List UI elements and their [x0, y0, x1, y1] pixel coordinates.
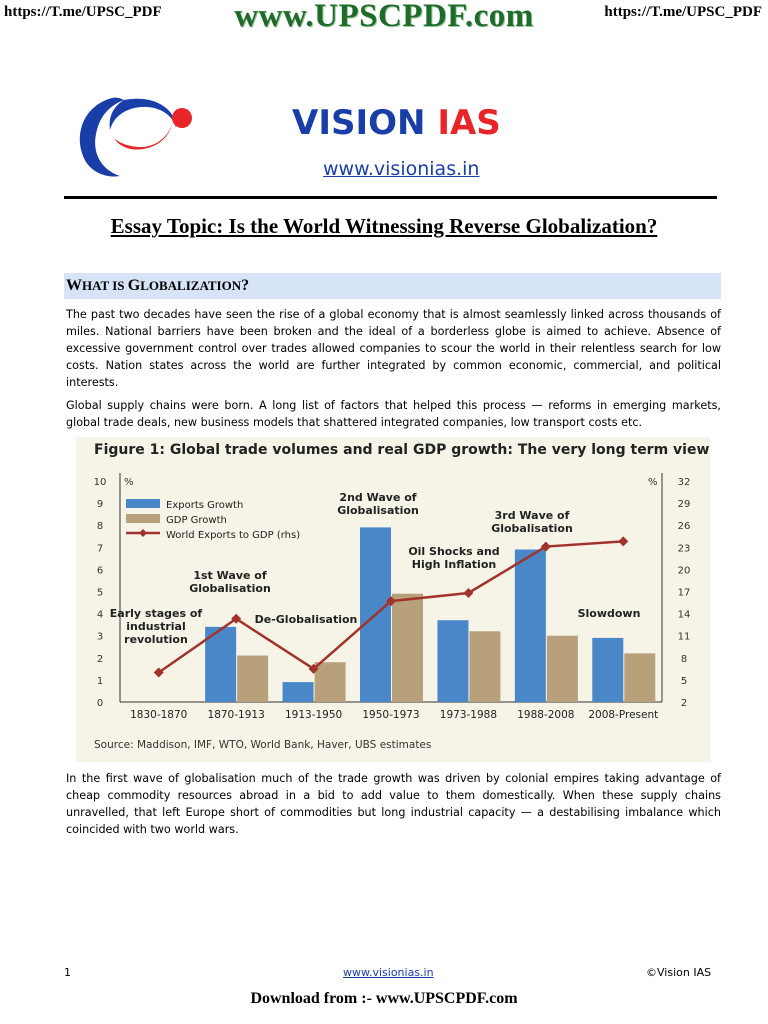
chart-annotation	[578, 607, 641, 620]
y-tick-left: 8	[96, 521, 104, 533]
bar-gdp-growth	[315, 662, 346, 702]
x-tick-label: 2008-Present	[588, 709, 659, 721]
section-title-initial: W	[66, 277, 82, 294]
y-tick-right: 23	[677, 543, 691, 555]
x-tick-label: 1913-1950	[284, 709, 343, 721]
y-tick-left: 7	[96, 543, 104, 555]
y-tick-left: 4	[96, 609, 104, 621]
y-tick-left: 3	[96, 631, 104, 643]
bar-gdp-growth	[469, 631, 500, 702]
brand-name	[292, 103, 501, 143]
footer-url-link[interactable]: www.visionias.in	[343, 966, 434, 979]
chart-annotation-line: High Inflation	[411, 558, 497, 571]
chart-annotation	[255, 613, 358, 626]
bar-exports-growth	[515, 550, 546, 702]
chart-annotation	[337, 491, 419, 517]
chart-annotation	[189, 569, 271, 595]
chart-annotation-line: Oil Shocks and	[408, 545, 500, 558]
paragraph-1: The past two decades have seen the rise of a global economy that is almost seamlessly linked across thousands of miles. National barriers have been broken and the ideal of a borderless globe is aimed to achieve. Absence of excessive government control over trades allowed companies to scour the world in their relentless search for low costs. Nation states across the world are further integrated by common economic, commercial, and political interests.	[66, 308, 721, 389]
x-tick-label: 1973-1988	[439, 709, 498, 721]
chart-annotation-line: 3rd Wave of	[494, 509, 570, 522]
chart-annotation-line: De-Globalisation	[254, 613, 358, 626]
y-tick-right: 29	[677, 499, 691, 511]
section-title-initial-2: G	[127, 277, 141, 294]
y-tick-right: 5	[680, 675, 688, 687]
y-tick-left: 5	[96, 587, 104, 599]
x-tick-label: 1870-1913	[207, 709, 265, 721]
chart-annotation	[408, 545, 499, 571]
y-tick-left: 9	[96, 499, 104, 511]
page-number: 1	[64, 966, 71, 979]
bar-gdp-growth	[392, 594, 423, 702]
section-title-rest: HAT IS	[82, 278, 128, 293]
chart-annotation-line: 1st Wave of	[193, 569, 267, 582]
bar-exports-growth	[437, 620, 468, 702]
chart-annotation-line: revolution	[124, 633, 188, 646]
figure-1	[76, 437, 710, 762]
chart-annotation	[491, 509, 573, 535]
section-title	[66, 277, 249, 295]
chart-source: Source: Maddison, IMF, WTO, World Bank, Haver, UBS estimates	[94, 739, 432, 751]
y-tick-left: 6	[96, 565, 104, 577]
legend-label-exports: Exports Growth	[166, 500, 244, 511]
y-axis-label-right: %	[648, 477, 658, 488]
section-title-q: ?	[241, 277, 250, 294]
chart-title: Figure 1: Global trade volumes and real GDP growth: The very long term view²	[94, 442, 710, 458]
y-tick-right: 20	[677, 565, 691, 577]
chart-annotation-line: industrial	[126, 620, 186, 633]
section-title-rest-2: LOBALIZATION	[140, 278, 242, 293]
bar-gdp-growth	[624, 653, 655, 702]
paragraph-3: In the first wave of globalisation much of the trade growth was driven by colonial empires taking advantage of cheap commodity resources abroad in a bid to add value to them domestically. When these supply chains unravelled, that left Europe short of commodities but long industrial capacity — a destabilising imbalance which coincided with two world wars.	[66, 772, 721, 836]
y-tick-left: 10	[93, 477, 107, 488]
bar-gdp-growth	[237, 656, 268, 702]
line-marker	[618, 536, 628, 546]
y-tick-left: 2	[96, 653, 104, 665]
vision-ias-logo	[68, 92, 208, 182]
chart-annotation-line: Early stages of	[109, 607, 203, 620]
chart-annotation-line: Slowdown	[577, 607, 641, 620]
brand-url-link[interactable]: www.visionias.in	[323, 158, 480, 180]
legend-label-gdp: GDP Growth	[166, 515, 227, 526]
chart-annotation-line: Globalisation	[491, 522, 573, 535]
site-banner[interactable]: www.UPSCPDF.com	[234, 0, 534, 34]
brand-name-part2: IAS	[437, 103, 501, 143]
y-tick-left: 1	[96, 675, 104, 687]
y-tick-right: 26	[677, 521, 691, 533]
chart-annotation-line: Globalisation	[189, 582, 271, 595]
chart-annotation-line: 2nd Wave of	[339, 491, 417, 504]
chart-annotation-line: Globalisation	[337, 504, 419, 517]
x-tick-label: 1830-1870	[130, 709, 188, 721]
bar-exports-growth	[283, 682, 314, 702]
legend-swatch-exports	[126, 499, 160, 508]
legend-swatch-gdp	[126, 514, 160, 523]
essay-title: Essay Topic: Is the World Witnessing Reverse Globalization?	[110, 214, 658, 238]
telegram-link-left[interactable]: https://T.me/UPSC_PDF	[4, 4, 162, 20]
y-tick-right: 2	[680, 698, 688, 709]
trade-gdp-chart	[76, 437, 710, 762]
legend-label-line: World Exports to GDP (rhs)	[166, 530, 301, 541]
brand-name-part1: VISION	[292, 103, 426, 143]
legend-marker	[139, 529, 147, 537]
y-tick-right: 32	[677, 477, 691, 488]
paragraph-2: Global supply chains were born. A long list of factors that helped this process — reforms in emerging markets, global trade deals, new business models that shattered integrated companies, low transport costs etc.	[66, 399, 721, 429]
x-tick-label: 1950-1973	[362, 709, 420, 721]
y-tick-left: 0	[96, 698, 104, 709]
y-tick-right: 8	[680, 653, 688, 665]
bar-gdp-growth	[547, 636, 578, 702]
header-rule	[64, 196, 717, 199]
telegram-link-right[interactable]: https://T.me/UPSC_PDF	[604, 4, 762, 20]
y-tick-right: 17	[677, 587, 691, 599]
download-banner: Download from :- www.UPSCPDF.com	[250, 990, 518, 1007]
y-axis-label-left: %	[124, 477, 134, 488]
bar-exports-growth	[592, 638, 623, 702]
x-tick-label: 1988-2008	[517, 709, 575, 721]
y-tick-right: 14	[677, 609, 691, 621]
chart-annotation	[110, 607, 203, 646]
footer-copyright: ©Vision IAS	[646, 966, 712, 979]
y-tick-right: 11	[677, 631, 691, 643]
